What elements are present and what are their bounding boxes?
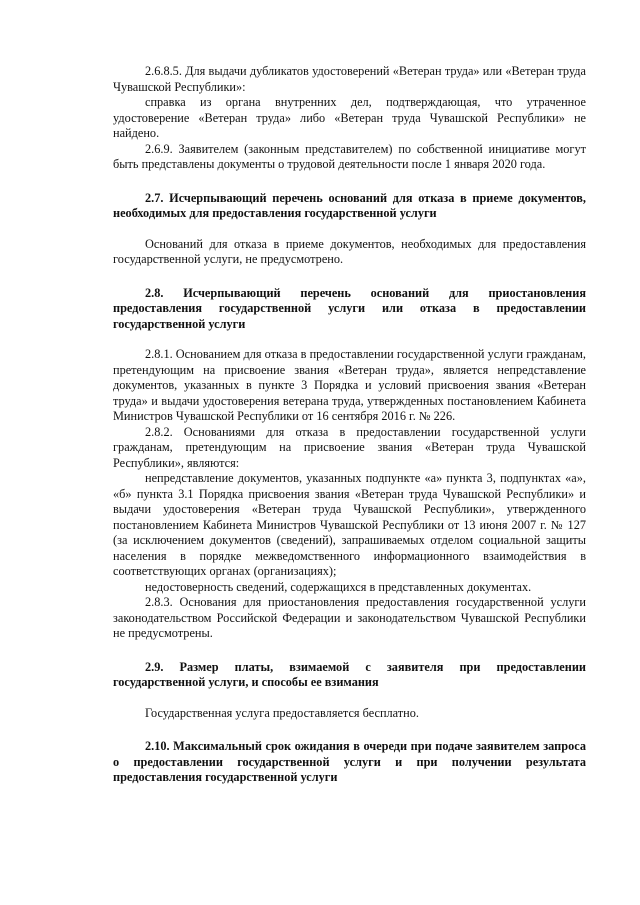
paragraph-2-6-9: 2.6.9. Заявителем (законным представителем) по собственной инициативе могут быть представлены документы о трудовой деятельности после 1 января 2020 года. — [113, 141, 586, 171]
heading-2-7: 2.7. Исчерпывающий перечень оснований для отказа в приеме документов, необходимых для предоставления государственной услуги — [113, 190, 586, 220]
paragraph-2-7-body: Оснований для отказа в приеме документов, необходимых для предоставления государственной услуги, не предусмотрено. — [113, 236, 586, 266]
paragraph-police-certificate: справка из органа внутренних дел, подтверждающая, что утраченное удостоверение «Ветеран труда» либо «Ветеран труда Чувашской Республики» не найдено. — [113, 95, 586, 140]
paragraph-2-9-body: Государственная услуга предоставляется бесплатно. — [145, 705, 419, 720]
paragraph-2-8-2: 2.8.2. Основаниями для отказа в предоставлении государственной услуги гражданам, претендующим на присвоение звания «Ветеран труда Чувашской Республики», являются: — [113, 424, 586, 470]
paragraph-2-8-1: 2.8.1. Основанием для отказа в предоставлении государственной услуги гражданам, претендующим на присвоение звания «Ветеран труда», является непредставление документов, указанных в пункте 3 Порядка и условий присвоения звания «Ветеран труда» и выдачи удостоверения ветерана труда, утвержденных постановлением Кабинета Министров Чувашской Республики от 16 сентября 2016 г. № 226. — [113, 347, 586, 423]
paragraph-2-8-2-item-unreliable: недостоверность сведений, содержащихся в представленных документах. — [145, 579, 532, 594]
heading-2-10: 2.10. Максимальный срок ожидания в очереди при подаче заявителем запроса о предоставлении государственной услуги и при получении результата предоставления государственной услуги — [113, 739, 586, 784]
paragraph-2-8-2-item-documents: непредставление документов, указанных подпункте «а» пункта 3, подпунктах «а», «б» пункта 3.1 Порядка присвоения звания «Ветеран труда Чувашской Республики» и выдачи удостоверения «Ветеран труда Чувашской Республики», утвержденного постановлением Кабинета Министров Чувашской Республики от 13 июня 2007 г. № 127 (за исключением документов (сведений), запрашиваемых отделом социальной защиты населения в порядке межведомственного информационного взаимодействия в соответствующих органах (организациях); — [113, 471, 586, 578]
paragraph-2-8-3: 2.8.3. Основания для приостановления предоставления государственной услуги законодательством Российской Федерации и законодательством Чувашской Республики не предусмотрены. — [113, 595, 586, 640]
paragraph-2-6-8-5: 2.6.8.5. Для выдачи дубликатов удостоверений «Ветеран труда» или «Ветеран труда Чувашской Республики»: — [113, 64, 586, 94]
heading-2-8: 2.8. Исчерпывающий перечень оснований для приостановления предоставления государственной услуги или отказа в предоставлении государственной услуги — [113, 285, 586, 331]
heading-2-9: 2.9. Размер платы, взимаемой с заявителя при предоставлении государственной услуги, и способы ее взимания — [113, 659, 586, 689]
